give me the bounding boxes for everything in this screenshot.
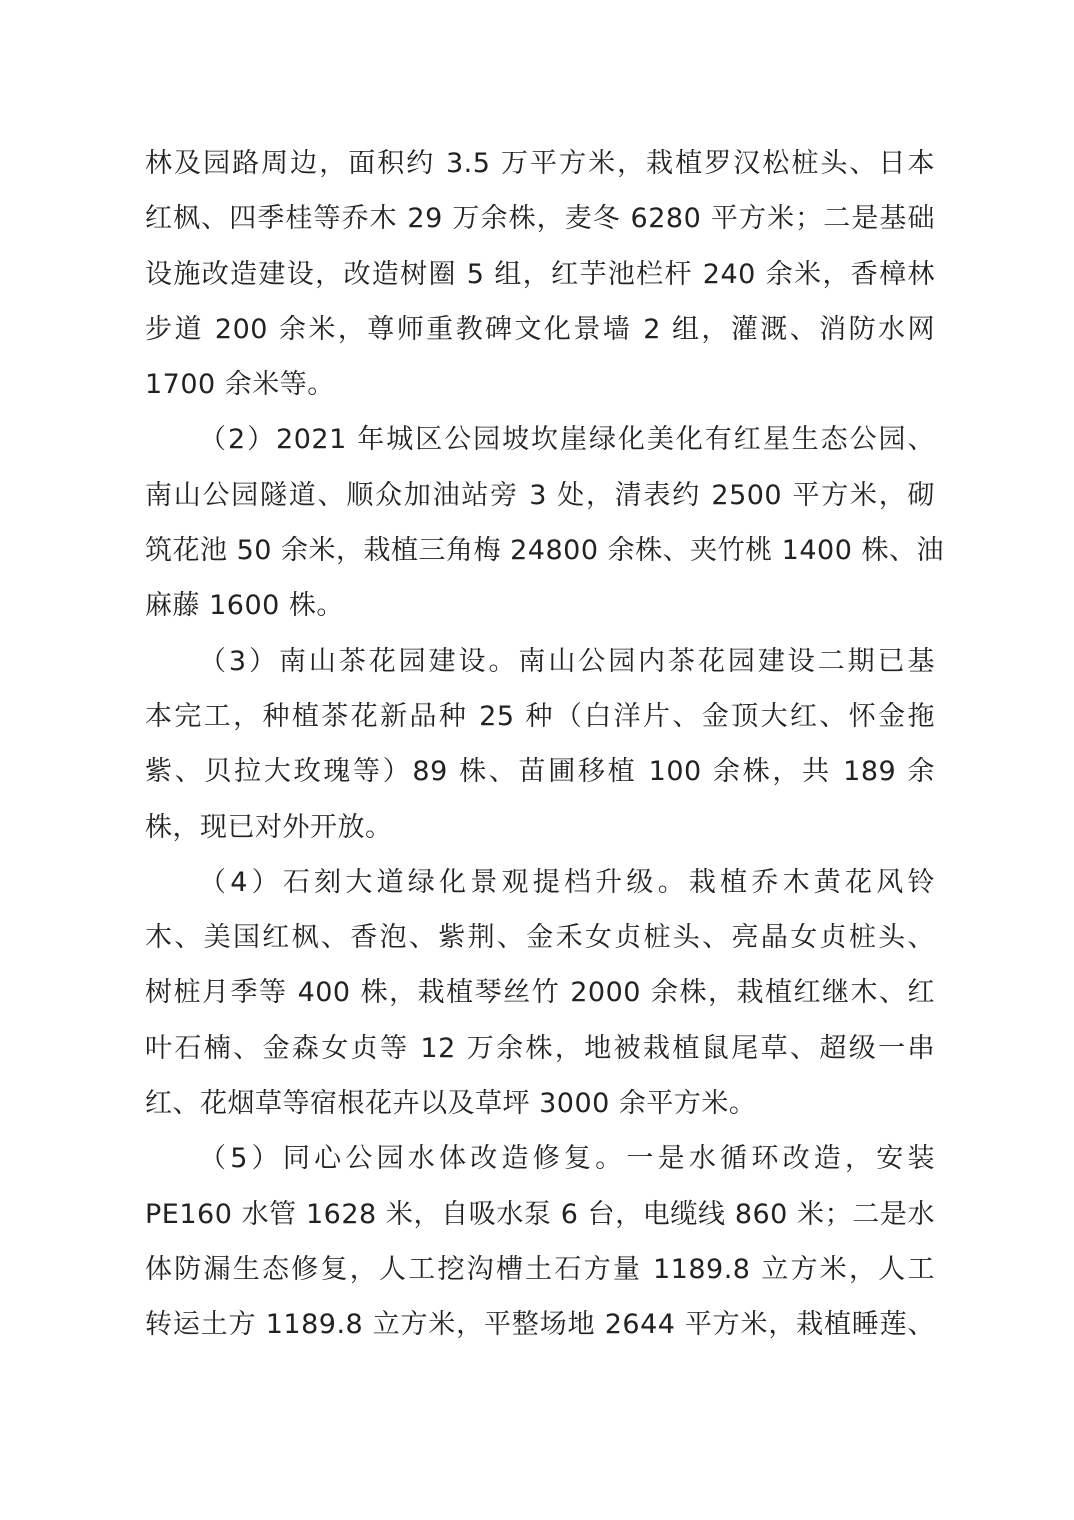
text-line: 木、美国红枫、香泡、紫荆、金禾女贞桩头、亮晶女贞桩头、 bbox=[145, 922, 935, 954]
text-line: 南山公园隧道、顺众加油站旁 3 处，清表约 2500 平方米，砌 bbox=[145, 479, 935, 511]
text-line: 步道 200 余米，尊师重教碑文化景墙 2 组，灌溉、消防水网 bbox=[145, 313, 935, 345]
text-line: 体防漏生态修复，人工挖沟槽土石方量 1189.8 立方米，人工 bbox=[145, 1253, 935, 1285]
text-line: 林及园路周边，面积约 3.5 万平方米，栽植罗汉松桩头、日本 bbox=[145, 148, 935, 179]
text-line: 紫、贝拉大玫瑰等）89 株、苗圃移植 100 余株，共 189 余 bbox=[145, 756, 935, 788]
text-line: 树桩月季等 400 株，栽植琴丝竹 2000 余株，栽植红继木、红 bbox=[145, 977, 935, 1009]
text-line: 设施改造建设，改造树圈 5 组，红芋池栏杆 240 余米，香樟林 bbox=[145, 258, 935, 290]
text-line: 株，现已对外开放。 bbox=[145, 811, 393, 843]
paragraph-item-4 bbox=[145, 855, 935, 1131]
text-line: 筑花池 50 余米，栽植三角梅 24800 余株、夹竹桃 1400 株、油 bbox=[145, 535, 944, 567]
text-line: 叶石楠、金森女贞等 12 万余株，地被栽植鼠尾草、超级一串 bbox=[145, 1032, 935, 1064]
text-line: 红枫、四季桂等乔木 29 万余株，麦冬 6280 平方米；二是基础 bbox=[145, 203, 935, 235]
paragraph-item-3 bbox=[145, 634, 935, 855]
paragraph-continued bbox=[145, 136, 935, 412]
text-line: 红、花烟草等宿根花卉以及草坪 3000 余平方米。 bbox=[145, 1088, 757, 1120]
text-line: （4）石刻大道绿化景观提档升级。栽植乔木黄花风铃 bbox=[199, 866, 935, 898]
text-line: （2）2021 年城区公园坡坎崖绿化美化有红星生态公园、 bbox=[199, 424, 935, 456]
body-text bbox=[145, 136, 944, 1353]
text-line: 麻藤 1600 株。 bbox=[145, 590, 344, 622]
text-line: 转运土方 1189.8 立方米，平整场地 2644 平方米，栽植睡莲、 bbox=[145, 1309, 935, 1341]
paragraph-item-5 bbox=[145, 1131, 935, 1352]
text-line: （3）南山茶花园建设。南山公园内茶花园建设二期已基 bbox=[199, 645, 935, 677]
text-line: 本完工，种植茶花新品种 25 种（白洋片、金顶大红、怀金拖 bbox=[145, 700, 935, 732]
text-line: （5）同心公园水体改造修复。一是水循环改造，安装 bbox=[199, 1143, 935, 1175]
paragraph-item-2 bbox=[145, 412, 944, 633]
text-line: 1700 余米等。 bbox=[145, 369, 335, 401]
text-line: PE160 水管 1628 米，自吸水泵 6 台，电缆线 860 米；二是水 bbox=[145, 1198, 935, 1230]
